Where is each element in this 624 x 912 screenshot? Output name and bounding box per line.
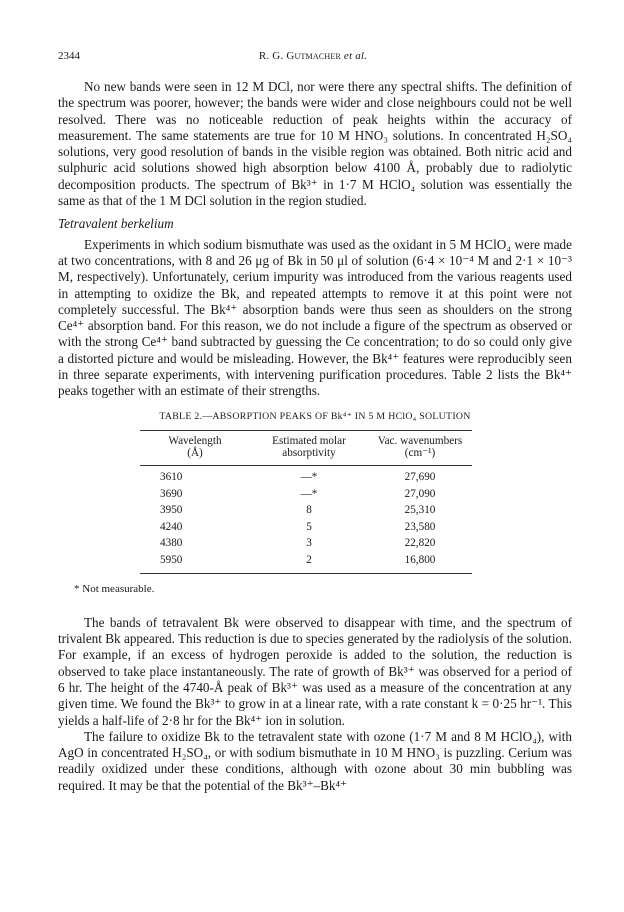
running-head-author: Gutmacher [286, 50, 341, 62]
paragraph-dcl-results: No new bands were seen in 12 M DCl, nor were there any spectral shifts. The definition of the spectrum was poorer, however; the bands were wider and close neighbours could not be well resolved. There was no noticeable reduction of peak heights within the accuracy of measurement. The same statements are true for 10 M HNO₃ solutions. In concentrated H₂SO₄ solutions, very good resolution of bands in the visible region was obtained. Both nitric acid and sulphuric acid solutions showed high absorption below 4100 Å, probably due to radiolytic decomposition products. The spectrum of Bk³⁺ in 1·7 M HClO₄ solution was essentially the same as that of the 1 M DCl solution in the region studied. [58, 79, 572, 209]
paragraph-reduction: The bands of tetravalent Bk were observed to disappear with time, and the spectrum of trivalent Bk appeared. This reduction is due to species generated by the radiolysis of the solution. For example, if an excess of hydrogen peroxide is added to the solution, the reduction is observed to take place instantaneously. The rate of growth of Bk³⁺ was observed for a period of 6 hr. The height of the 4740-Å peak of Bk³⁺ was used as a measure of the concentration at any given time. We found the Bk³⁺ to grow in at a linear rate, with a rate constant k = 0·25 hr⁻¹. This yields a half-life of 2·8 hr for the Bk⁴⁺ ion in solution. [58, 614, 572, 728]
header-wavelength: Wavelength (Å) [168, 434, 222, 460]
table-body [140, 466, 472, 573]
cell-wavelength: 3610 [160, 470, 183, 483]
table-caption: TABLE 2.—ABSORPTION PEAKS OF Bk⁴⁺ IN 5 M HClO₄ SOLUTION [159, 410, 471, 422]
cell-wavenumber: 23,580 [404, 520, 436, 533]
page-header [58, 50, 568, 66]
paragraph-oxidation-failure: The failure to oxidize Bk to the tetravalent state with ozone (1·7 M and 8 M HClO₄), with AgO in concentrated H₂SO₄, or with sodium bismuthate in 10 M HNO₃ is puzzling. Cerium was readily oxidized under these conditions, although with ozone about 30 min bubbling was required. It may be that the potential of the Bk³⁺–Bk⁴⁺ [58, 728, 572, 793]
page-number: 2344 [58, 50, 80, 62]
cell-wavenumber: 27,090 [404, 487, 436, 500]
running-head [58, 50, 568, 62]
table-row [140, 469, 472, 486]
absorption-peaks-table [140, 430, 472, 574]
cell-absorptivity: 2 [306, 553, 312, 566]
cell-absorptivity: 8 [306, 504, 312, 517]
paragraph-tetravalent-experiments: Experiments in which sodium bismuthate was used as the oxidant in 5 M HClO₄ were made at two concentrations, with 8 and 26 μg of Bk in 50 μl of solution (6·4 × 10⁻⁴ M and 2·1 × 10⁻³ M, respectively). Unfortunately, cerium impurity was introduced from the various reagents used in attempting to oxidize the Bk, and repeated attempts to remove it at this point were not completely successful. The Bk⁴⁺ absorption bands were thus seen as shoulders on the strong Ce⁴⁺ absorption band. For this reason, we do not include a figure of the spectrum as observed or with the strong Ce⁴⁺ band subtracted by guessing the Ce concentration; to do so could only give a distorted picture and would be misleading. However, the Bk⁴⁺ features were reproducibly seen in three separate experiments, with intervening purification procedures. Table 2 lists the Bk⁴⁺ peaks together with an estimate of their strengths. [58, 236, 572, 399]
table-row [140, 535, 472, 552]
cell-wavelength: 5950 [160, 553, 183, 566]
running-head-prefix: R. G. [258, 50, 287, 62]
table-row [140, 502, 472, 519]
body-text [58, 79, 572, 794]
header-wavenumbers: Vac. wavenumbers (cm⁻¹) [377, 434, 463, 460]
header-absorptivity: Estimated molar absorptivity [272, 434, 346, 460]
cell-wavelength: 4240 [160, 520, 183, 533]
table-row [140, 519, 472, 536]
cell-absorptivity: —* [300, 470, 318, 483]
cell-wavenumber: 25,310 [404, 504, 436, 517]
section-heading: Tetravalent berkelium [58, 216, 174, 232]
table-row [140, 552, 472, 569]
cell-wavelength: 3950 [160, 504, 183, 517]
cell-wavenumber: 16,800 [404, 553, 436, 566]
cell-wavelength: 4380 [160, 537, 183, 550]
cell-absorptivity: 3 [306, 537, 312, 550]
cell-absorptivity: —* [300, 487, 318, 500]
table-header-row [140, 431, 472, 466]
cell-wavelength: 3690 [160, 487, 183, 500]
table-footnote: * Not measurable. [74, 582, 155, 595]
cell-wavenumber: 22,820 [404, 537, 436, 550]
running-head-etal: et al. [340, 50, 368, 62]
cell-absorptivity: 5 [306, 520, 312, 533]
cell-wavenumber: 27,690 [404, 470, 436, 483]
table-row [140, 486, 472, 503]
